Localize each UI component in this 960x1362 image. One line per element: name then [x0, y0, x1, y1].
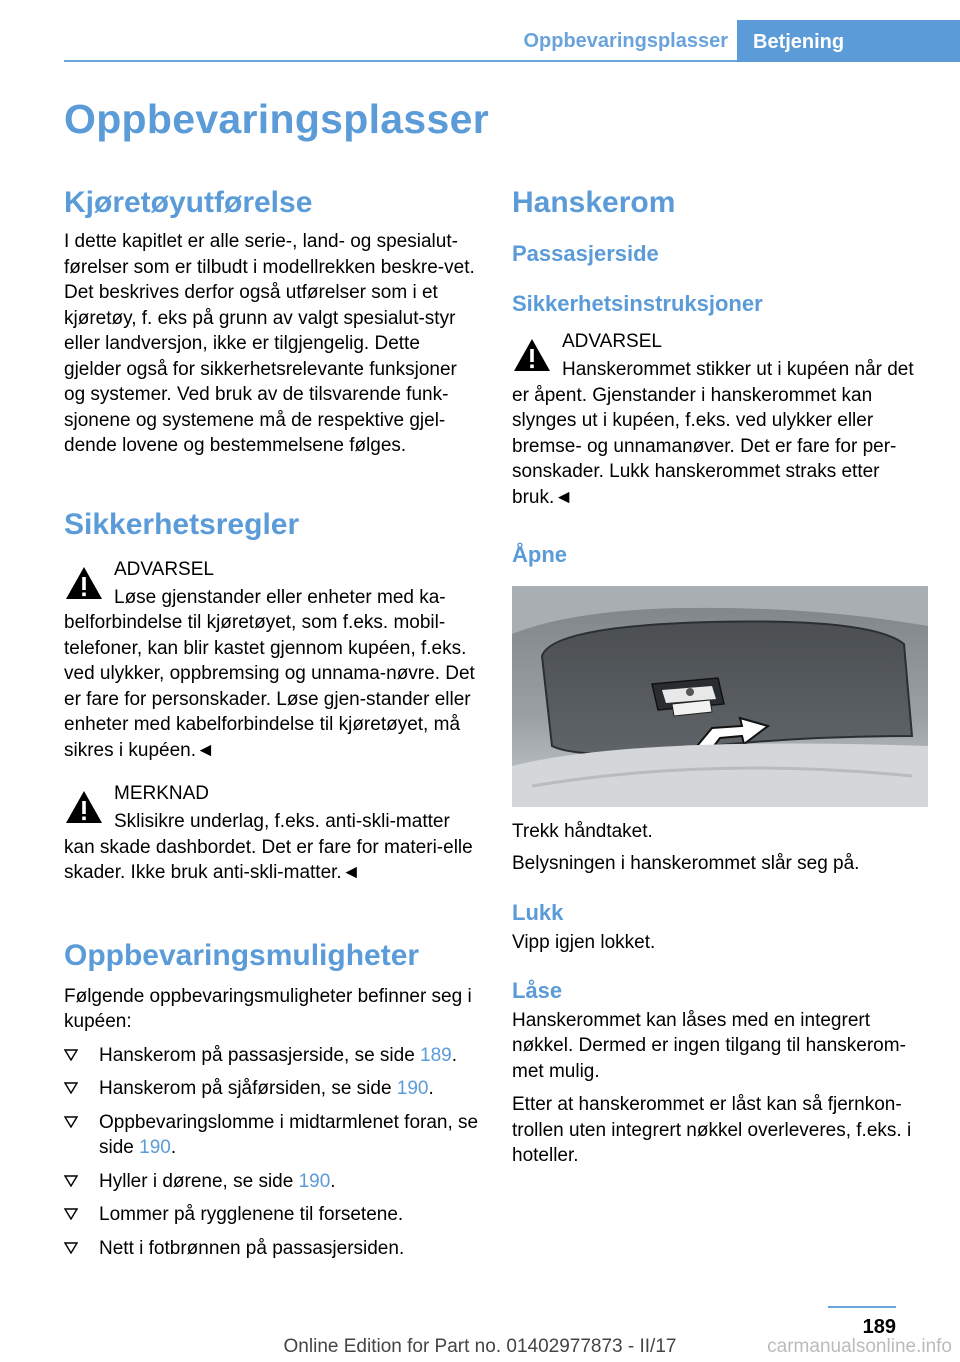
heading-vehicle: Kjøretøyutførelse — [64, 186, 313, 219]
header-chapter-tab[interactable]: Betjening — [737, 20, 960, 62]
close-text: Vipp igjen lokket. — [512, 932, 656, 953]
warning-block-right — [512, 327, 928, 510]
triangle-bullet-icon — [64, 1242, 78, 1254]
note-label: MERKNAD — [114, 783, 210, 804]
heading-open: Åpne — [512, 542, 567, 567]
warning-text: Løse gjenstander eller enheter med ka-belforbindelse til kjøretøyet, som f.eks. mobil-telefoner, kan blir kastet gjennom kupéen, f.eks. ved ulykker, oppbremsing og unnama-nøvre. Det er fare for personskader. Løse gjen-stander eller enheter med kabelforbindelse til kjøretøyet, må sikres i kupéen.◄ — [64, 586, 475, 761]
page-ref-link[interactable]: 189 — [420, 1044, 452, 1066]
heading-passenger-side: Passasjerside — [512, 241, 659, 266]
list-item — [64, 1110, 480, 1161]
warning-label: ADVARSEL — [114, 558, 214, 580]
heading-safety-instructions: Sikkerhetsinstruksjoner — [512, 291, 763, 316]
page-number: 189 — [862, 1316, 896, 1338]
warning-icon — [64, 565, 104, 601]
warning-block-left — [64, 555, 480, 764]
list-item-suffix: . — [330, 1170, 336, 1192]
heading-glovebox: Hanskerom — [512, 186, 676, 219]
triangle-bullet-icon — [64, 1049, 78, 1061]
list-item — [64, 1169, 480, 1195]
list-item — [64, 1202, 480, 1228]
list-item-text: Lommer på rygglenene til forsetene. — [99, 1204, 404, 1225]
storage-list — [64, 1043, 480, 1262]
heading-storage: Oppbevaringsmuligheter — [64, 938, 420, 972]
heading-lock: Låse — [512, 977, 563, 1003]
list-item-text: Nett i fotbrønnen på passasjersiden. — [99, 1237, 405, 1259]
page-ref-link[interactable]: 190 — [396, 1078, 429, 1099]
left-column — [64, 182, 480, 1269]
warning-text: Hanskerommet stikker ut i kupéen når det er åpent. Gjenstander i hanskerommet kan slynges ut i kupéen, f.eks. ved ulykker eller bremse- og unnamanøver. Det er fare for per-sonskader. Lukk hanskerommet straks etter bruk.◄ — [512, 359, 914, 508]
list-item — [64, 1236, 480, 1262]
lock-text-2: Etter at hanskerommet er låst kan så fjernkon-trollen uten integrert nøkkel overleveres, f.eks. i hoteller. — [512, 1094, 912, 1166]
page-number-rule — [828, 1306, 896, 1308]
list-item — [64, 1043, 480, 1069]
triangle-bullet-icon — [64, 1082, 78, 1094]
list-item-suffix: . — [451, 1044, 458, 1066]
page-title: Oppbevaringsplasser — [64, 96, 489, 142]
list-item — [64, 1076, 480, 1102]
list-item-suffix: . — [170, 1137, 177, 1158]
heading-safety: Sikkerhetsregler — [64, 507, 300, 541]
page-ref-link[interactable]: 190 — [139, 1137, 171, 1158]
heading-close: Lukk — [512, 900, 564, 925]
note-icon — [64, 789, 104, 825]
note-block — [64, 779, 480, 886]
triangle-bullet-icon — [64, 1175, 78, 1187]
open-step-2: Belysningen i hanskerommet slår seg på. — [512, 852, 860, 874]
lock-text-1: Hanskerommet kan låses med en integrert nøkkel. Dermed er ingen tilgang til hanskerom-met mulig. — [512, 1009, 906, 1082]
list-item-text: Hanskerom på passasjerside, se side — [99, 1044, 421, 1066]
note-text: Sklisikre underlag, f.eks. anti-skli-matter kan skade dashbordet. Det er fare for materi-elle skader. Ikke bruk anti-skli-matter.◄ — [64, 811, 473, 883]
list-item-text: Oppbevaringslomme i midtarmlenet foran, se side — [99, 1111, 479, 1158]
triangle-bullet-icon — [64, 1116, 78, 1128]
glovebox-photo — [512, 586, 928, 807]
vehicle-text: I dette kapitlet er alle serie-, land- og spesialut-førelser som er tilbudt i modellrekken beskre-vet. Det beskrives derfor også utførelser som i et kjøretøy, f. eks på grunn av valgt spesialut-styr eller landversjon, ikke er tilgjengelig. Dette gjelder også for sikkerhetsrelevante funksjoner og systemer. Ved bruk av de tilsvarende funk-sjonene og systemene må de respektive gjel-dende lovene og bestemmelsene følges. — [64, 231, 475, 456]
warning-icon — [512, 337, 552, 373]
storage-intro: Følgende oppbevaringsmuligheter befinner seg i kupéen: — [64, 985, 472, 1032]
watermark: carmanualsonline.info — [767, 1336, 952, 1357]
list-item-text: Hanskerom på sjåførsiden, se side — [99, 1078, 397, 1099]
warning-label: ADVARSEL — [562, 331, 662, 352]
right-column — [512, 182, 928, 1169]
footer-edition — [0, 1336, 960, 1358]
page-ref-link[interactable]: 190 — [298, 1170, 331, 1192]
triangle-bullet-icon — [64, 1208, 78, 1220]
open-step-1: Trekk håndtaket. — [512, 821, 653, 842]
list-item-text: Hyller i dørene, se side — [99, 1170, 299, 1192]
list-item-suffix: . — [428, 1078, 434, 1099]
header-section-title: Oppbevaringsplasser — [523, 30, 728, 52]
footer-text: Online Edition for Part no. 01402977873 - II/17 — [283, 1336, 677, 1357]
